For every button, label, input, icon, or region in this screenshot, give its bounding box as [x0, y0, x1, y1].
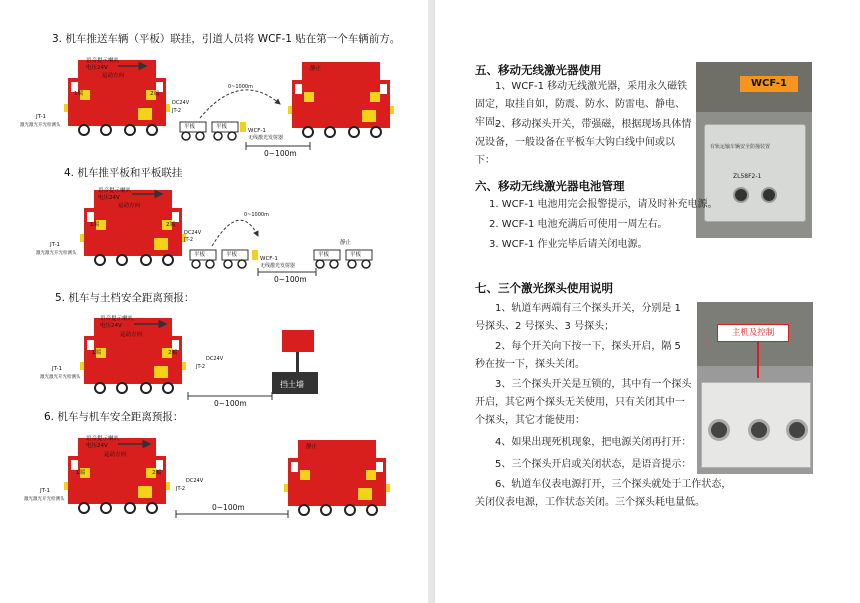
section-7-item-2: 2、每个开关向下按一下，探头开启，隔 5 秒在按一下，探头关闭。 [475, 341, 681, 370]
flat-label: 平板 [350, 252, 362, 258]
flat-label: 平板 [318, 252, 330, 258]
control-box [701, 382, 811, 468]
range-label: 0~100m [212, 503, 245, 512]
flat-label: 平板 [184, 124, 196, 130]
locomotive-icon [288, 62, 394, 137]
barrier-label: 挡土墙 [280, 380, 304, 389]
diagram-6 [24, 434, 390, 518]
dc-label: DC24V [184, 230, 202, 236]
range-label: 0~100m [214, 399, 247, 408]
probe-label: 激光激光开光检测头 [24, 497, 65, 502]
left-page [0, 0, 428, 603]
wcf-desc: 无线激光发射器 [248, 135, 284, 141]
section-7-item-4: 4、如果出现死机现象，把电源关闭再打开： [495, 437, 692, 448]
device-knob-icon [761, 187, 777, 203]
end-1-label: 1端 [76, 470, 85, 476]
jt1-label: JT-1 [40, 488, 50, 494]
section-6-title: 六、移动无线激光器电池管理 [475, 179, 625, 193]
barrier-sign-icon [282, 330, 314, 352]
dc-label: DC24V [186, 478, 204, 484]
device-model: ZL58F2-1 [733, 173, 762, 180]
control-label-badge: 主机及控制 [717, 324, 789, 342]
stop-label: 静止 [306, 444, 318, 450]
diagram-5 [40, 314, 318, 408]
jt2-label: JT-2 [176, 486, 186, 492]
section-6-item-3: 3. WCF-1 作业完毕后请关闭电源。 [489, 239, 648, 250]
end-1-label: 1端 [92, 350, 101, 356]
section-6-item-1: 1. WCF-1 电池用完会报警提示，请及时补充电源。 [489, 199, 718, 210]
direction-label: 运动方向 [104, 452, 127, 458]
section-7-item-1: 1、轨道车两端有三个探头开关，分别是 1 号探头、2 号探头、3 号探头； [475, 303, 681, 332]
probe-button-icon [786, 419, 808, 441]
diagram-4 [36, 186, 372, 284]
probe-label: 激光激光开光检测头 [40, 375, 81, 380]
end-1-label: 1端 [90, 222, 99, 228]
probe-button-icon [708, 419, 730, 441]
dc-label: DC24V [206, 356, 224, 362]
jt2-label: JT-2 [184, 237, 194, 243]
voltage-label: 电压24V [98, 195, 120, 201]
end-2-label: 2端 [150, 91, 159, 97]
device-knob-icon [733, 187, 749, 203]
caption-6: 6. 机车与机车安全距离预报： [44, 411, 184, 423]
diagram-3 [20, 56, 394, 158]
section-5-paragraph-1: 1、WCF-1 移动无线激光器，采用永久磁铁固定，取挂自如，防震、防水、防雷电、静电、牢固。 [475, 81, 688, 128]
flat-label: 平板 [226, 252, 238, 258]
range-small-label: 0~1000m [228, 84, 253, 90]
voltage-label: 电压24V [86, 65, 108, 71]
dc-label: DC24V [172, 100, 190, 106]
probe-label: 激光激光开光检测头 [36, 251, 77, 256]
device-title: 有轨运输车辆安全防撞装置 [710, 144, 771, 150]
range-label: 0~100m [274, 275, 307, 284]
sign-text: 语音提示喇叭 [86, 436, 120, 442]
wcf-desc: 无线激光发射器 [260, 263, 296, 269]
sign-text: 语音提示喇叭 [98, 188, 132, 194]
jt2-label: JT-2 [196, 364, 206, 370]
device-box [704, 124, 806, 222]
jt1-label: JT-1 [36, 114, 46, 120]
section-7-item-5: 5、三个探头开启或关闭状态，是语音提示： [495, 459, 692, 470]
section-7-item-6: 6、轨道车仪表电源打开，三个探头就处于工作状态，关闭仪表电源，工作状态关闭。三个探头耗电量低。 [475, 479, 732, 508]
probe-label: 激光激光开光检测头 [20, 123, 61, 128]
direction-label: 运动方向 [102, 73, 125, 79]
jt1-label: JT-1 [52, 366, 62, 372]
caption-3: 3. 机车推送车辆（平板）联挂，引道人员将 WCF-1 贴在第一个车辆前方。 [52, 33, 401, 45]
section-7-title: 七、三个激光探头使用说明 [475, 281, 613, 295]
flat-label: 平板 [216, 124, 228, 130]
sign-text: 语音提示喇叭 [86, 58, 120, 64]
right-page [434, 0, 860, 603]
stop-label: 静止 [340, 240, 352, 246]
diagram-canvas [0, 0, 428, 603]
range-small-label: 0~1000m [244, 212, 269, 218]
end-2-label: 2端 [166, 222, 175, 228]
stop-label: 静止 [310, 66, 322, 72]
wcf-label: WCF-1 [260, 256, 278, 262]
end-1-label: 1端 [74, 91, 83, 97]
section-5-title: 五、移动无线激光器使用 [475, 63, 602, 77]
end-2-label: 2端 [152, 470, 161, 476]
voltage-label: 电压24V [100, 323, 122, 329]
jt2-label: JT-2 [172, 108, 182, 114]
sign-text: 语音提示喇叭 [100, 316, 134, 322]
main-control-photo [697, 302, 813, 474]
voltage-label: 电压24V [86, 443, 108, 449]
section-6-item-2: 2. WCF-1 电池充满后可使用一周左右。 [489, 219, 668, 230]
pointer-arrow-icon [757, 342, 759, 378]
locomotive-icon [64, 60, 170, 135]
jt1-label: JT-1 [50, 242, 60, 248]
wcf-label-badge: WCF-1 [740, 76, 798, 92]
caption-4: 4. 机车推平板和平板联挂 [64, 167, 183, 179]
caption-5: 5. 机车与土档安全距离预报： [55, 292, 195, 304]
end-2-label: 2端 [168, 350, 177, 356]
section-5-paragraph-2: 2、移动探头开关，带强磁，根据现场具体情况设备，一般设备在平板车大钩白线中间或以下： [475, 119, 692, 166]
flat-label: 平板 [194, 252, 206, 258]
range-label: 0~100m [264, 149, 297, 158]
probe-button-icon [748, 419, 770, 441]
direction-label: 运动方向 [118, 203, 141, 209]
direction-label: 运动方向 [120, 332, 143, 338]
wcf-label: WCF-1 [248, 128, 266, 134]
section-7-item-3: 3、三个探头开关是互锁的，其中有一个探头开启，其它两个探头无关使用，只有关闭其中一个探头，其它才能使用： [475, 379, 692, 426]
locomotive-icon [284, 440, 390, 515]
